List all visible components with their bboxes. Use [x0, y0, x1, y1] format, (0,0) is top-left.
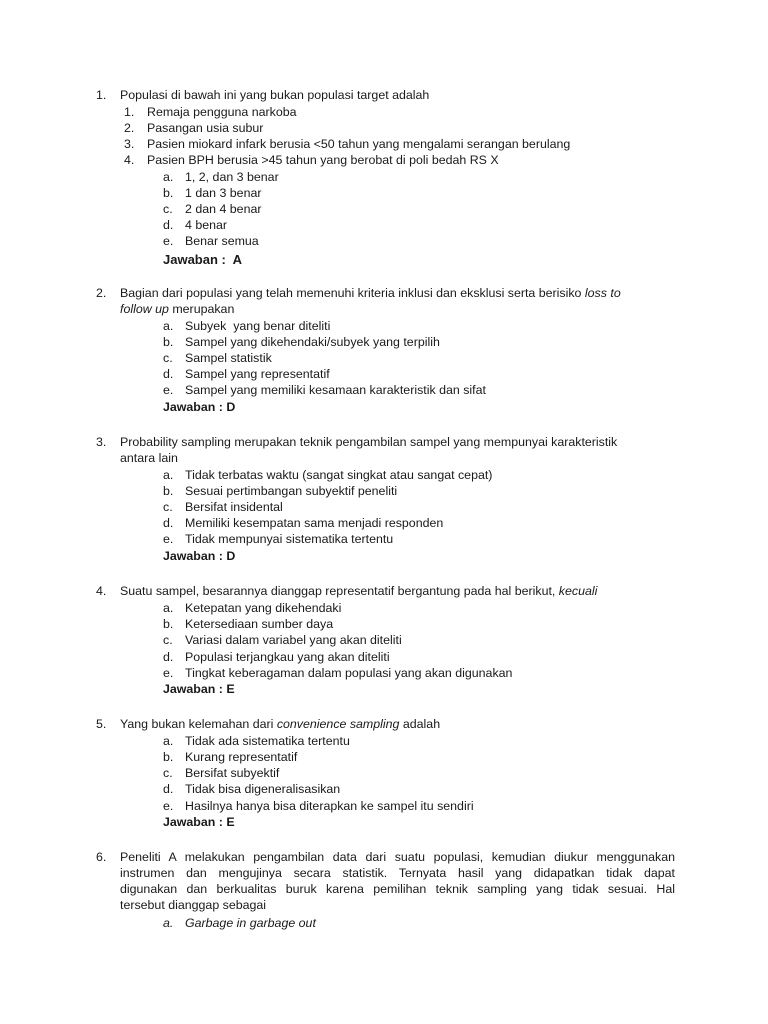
q1-sub-2-text: Pasangan usia subur [147, 121, 264, 135]
q1-option-b-text: 1 dan 3 benar [185, 186, 262, 200]
q2-option-e-letter: e. [163, 383, 174, 397]
question-6-line-3: digunakan dan berkualitas buruk karena pemilihan teknik sampling yang tidak sesuai. Hal [120, 882, 675, 896]
q4-option-c-letter: c. [163, 633, 173, 647]
q2-option-c-letter: c. [163, 351, 173, 365]
q3-option-a-text: Tidak terbatas waktu (sangat singkat atau sangat cepat) [185, 468, 493, 482]
question-4-number: 4. [96, 584, 107, 598]
question-4-line-1 [120, 583, 597, 599]
q1-answer: Jawaban : A [163, 252, 242, 267]
q1-sub-1-number: 1. [124, 105, 135, 119]
question-6-number: 6. [96, 850, 107, 864]
q1-option-d-text: 4 benar [185, 218, 228, 232]
q1-option-a-text: 1, 2, dan 3 benar [185, 170, 279, 184]
q1-sub-1-text: Remaja pengguna narkoba [147, 105, 297, 119]
q4-answer: Jawaban : E [163, 682, 235, 696]
q4-option-d-text: Populasi terjangkau yang akan diteliti [185, 650, 390, 664]
q5-option-b-letter: b. [163, 750, 174, 764]
q1-sub-3-text: Pasien miokard infark berusia <50 tahun yang mengalami serangan berulang [147, 137, 571, 151]
question-4-italic: kecuali [558, 584, 598, 598]
question-5-italic: convenience sampling [276, 717, 400, 731]
q3-option-d-letter: d. [163, 516, 174, 530]
question-6-line-1: Peneliti A melakukan pengambilan data dari suatu populasi, kemudian diukur menggunakan [120, 850, 675, 864]
question-3-line-1: Probability sampling merupakan teknik pengambilan sampel yang mempunyai karakteristik [120, 435, 618, 449]
q3-option-b-text: Sesuai pertimbangan subyektif peneliti [185, 484, 398, 498]
question-2-italic-1: loss to [584, 286, 621, 300]
question-2-line-2 [120, 301, 234, 317]
question-2-line-1 [120, 285, 621, 301]
q6-option-a-text: Garbage in garbage out [185, 916, 316, 930]
q3-option-e-letter: e. [163, 532, 174, 546]
question-2-italic-2: follow up [120, 302, 169, 316]
q4-option-a-text: Ketepatan yang dikehendaki [185, 601, 342, 615]
question-6-line-4: tersebut dianggap sebagai [120, 898, 267, 912]
q1-sub-4-number: 4. [124, 153, 135, 167]
question-1-text: Populasi di bawah ini yang bukan populasi target adalah [120, 88, 430, 102]
q3-option-b-letter: b. [163, 484, 174, 498]
q5-option-a-text: Tidak ada sistematika tertentu [185, 734, 350, 748]
q2-option-a-letter: a. [163, 319, 174, 333]
q2-option-b-letter: b. [163, 335, 174, 349]
q5-option-c-text: Bersifat subyektif [185, 766, 280, 780]
q1-sub-4-text: Pasien BPH berusia >45 tahun yang berobat di poli bedah RS X [147, 153, 499, 167]
q2-option-e-text: Sampel yang memiliki kesamaan karakteristik dan sifat [185, 383, 486, 397]
q1-option-e-text: Benar semua [185, 234, 259, 248]
question-4-text-a: Suatu sampel, besarannya dianggap representatif bergantung pada hal berikut, [120, 584, 559, 598]
question-3-number: 3. [96, 435, 107, 449]
q6-option-a-letter: a. [163, 916, 174, 930]
q1-option-b-letter: b. [163, 186, 174, 200]
q5-option-d-text: Tidak bisa digeneralisasikan [185, 782, 341, 796]
q3-answer: Jawaban : D [163, 549, 236, 563]
q2-option-a-text: Subyek yang benar diteliti [185, 319, 331, 333]
q2-option-b-text: Sampel yang dikehendaki/subyek yang terpilih [185, 335, 440, 349]
question-1-number: 1. [96, 88, 107, 102]
q5-option-b-text: Kurang representatif [185, 750, 298, 764]
q2-option-d-letter: d. [163, 367, 174, 381]
question-6-line-2: instrumen dan mengujinya secara statistik. Ternyata hasil yang didapatkan tidak dapat [120, 866, 675, 880]
q4-option-e-letter: e. [163, 666, 174, 680]
question-5-line-1 [120, 716, 440, 732]
q1-option-a-letter: a. [163, 170, 174, 184]
q3-option-c-text: Bersifat insidental [185, 500, 283, 514]
q5-option-e-letter: e. [163, 799, 174, 813]
q4-option-d-letter: d. [163, 650, 174, 664]
q3-option-a-letter: a. [163, 468, 174, 482]
q1-sub-3-number: 3. [124, 137, 135, 151]
q1-option-e-letter: e. [163, 234, 174, 248]
question-2-text-b: merupakan [168, 302, 235, 316]
q2-option-c-text: Sampel statistik [185, 351, 272, 365]
q2-answer: Jawaban : D [163, 400, 236, 414]
q5-option-a-letter: a. [163, 734, 174, 748]
question-2-text-a: Bagian dari populasi yang telah memenuhi kriteria inklusi dan eksklusi serta berisiko [120, 286, 585, 300]
q4-option-c-text: Variasi dalam variabel yang akan diteliti [185, 633, 402, 647]
q5-answer: Jawaban : E [163, 815, 235, 829]
q3-option-e-text: Tidak mempunyai sistematika tertentu [185, 532, 394, 546]
question-2-number: 2. [96, 286, 107, 300]
q5-option-d-letter: d. [163, 782, 174, 796]
question-5-text-a: Yang bukan kelemahan dari [120, 717, 277, 731]
q1-option-c-letter: c. [163, 202, 173, 216]
q3-option-c-letter: c. [163, 500, 173, 514]
q5-option-c-letter: c. [163, 766, 173, 780]
question-5-text-b: adalah [399, 717, 441, 731]
q3-option-d-text: Memiliki kesempatan sama menjadi responden [185, 516, 444, 530]
q2-option-d-text: Sampel yang representatif [185, 367, 330, 381]
question-3-line-2: antara lain [120, 451, 178, 465]
question-5-number: 5. [96, 717, 107, 731]
q5-option-e-text: Hasilnya hanya bisa diterapkan ke sampel itu sendiri [185, 799, 474, 813]
q1-option-c-text: 2 dan 4 benar [185, 202, 262, 216]
q1-option-d-letter: d. [163, 218, 174, 232]
q4-option-e-text: Tingkat keberagaman dalam populasi yang akan digunakan [185, 666, 513, 680]
q4-option-b-text: Ketersediaan sumber daya [185, 617, 334, 631]
q1-sub-2-number: 2. [124, 121, 135, 135]
q4-option-a-letter: a. [163, 601, 174, 615]
q4-option-b-letter: b. [163, 617, 174, 631]
